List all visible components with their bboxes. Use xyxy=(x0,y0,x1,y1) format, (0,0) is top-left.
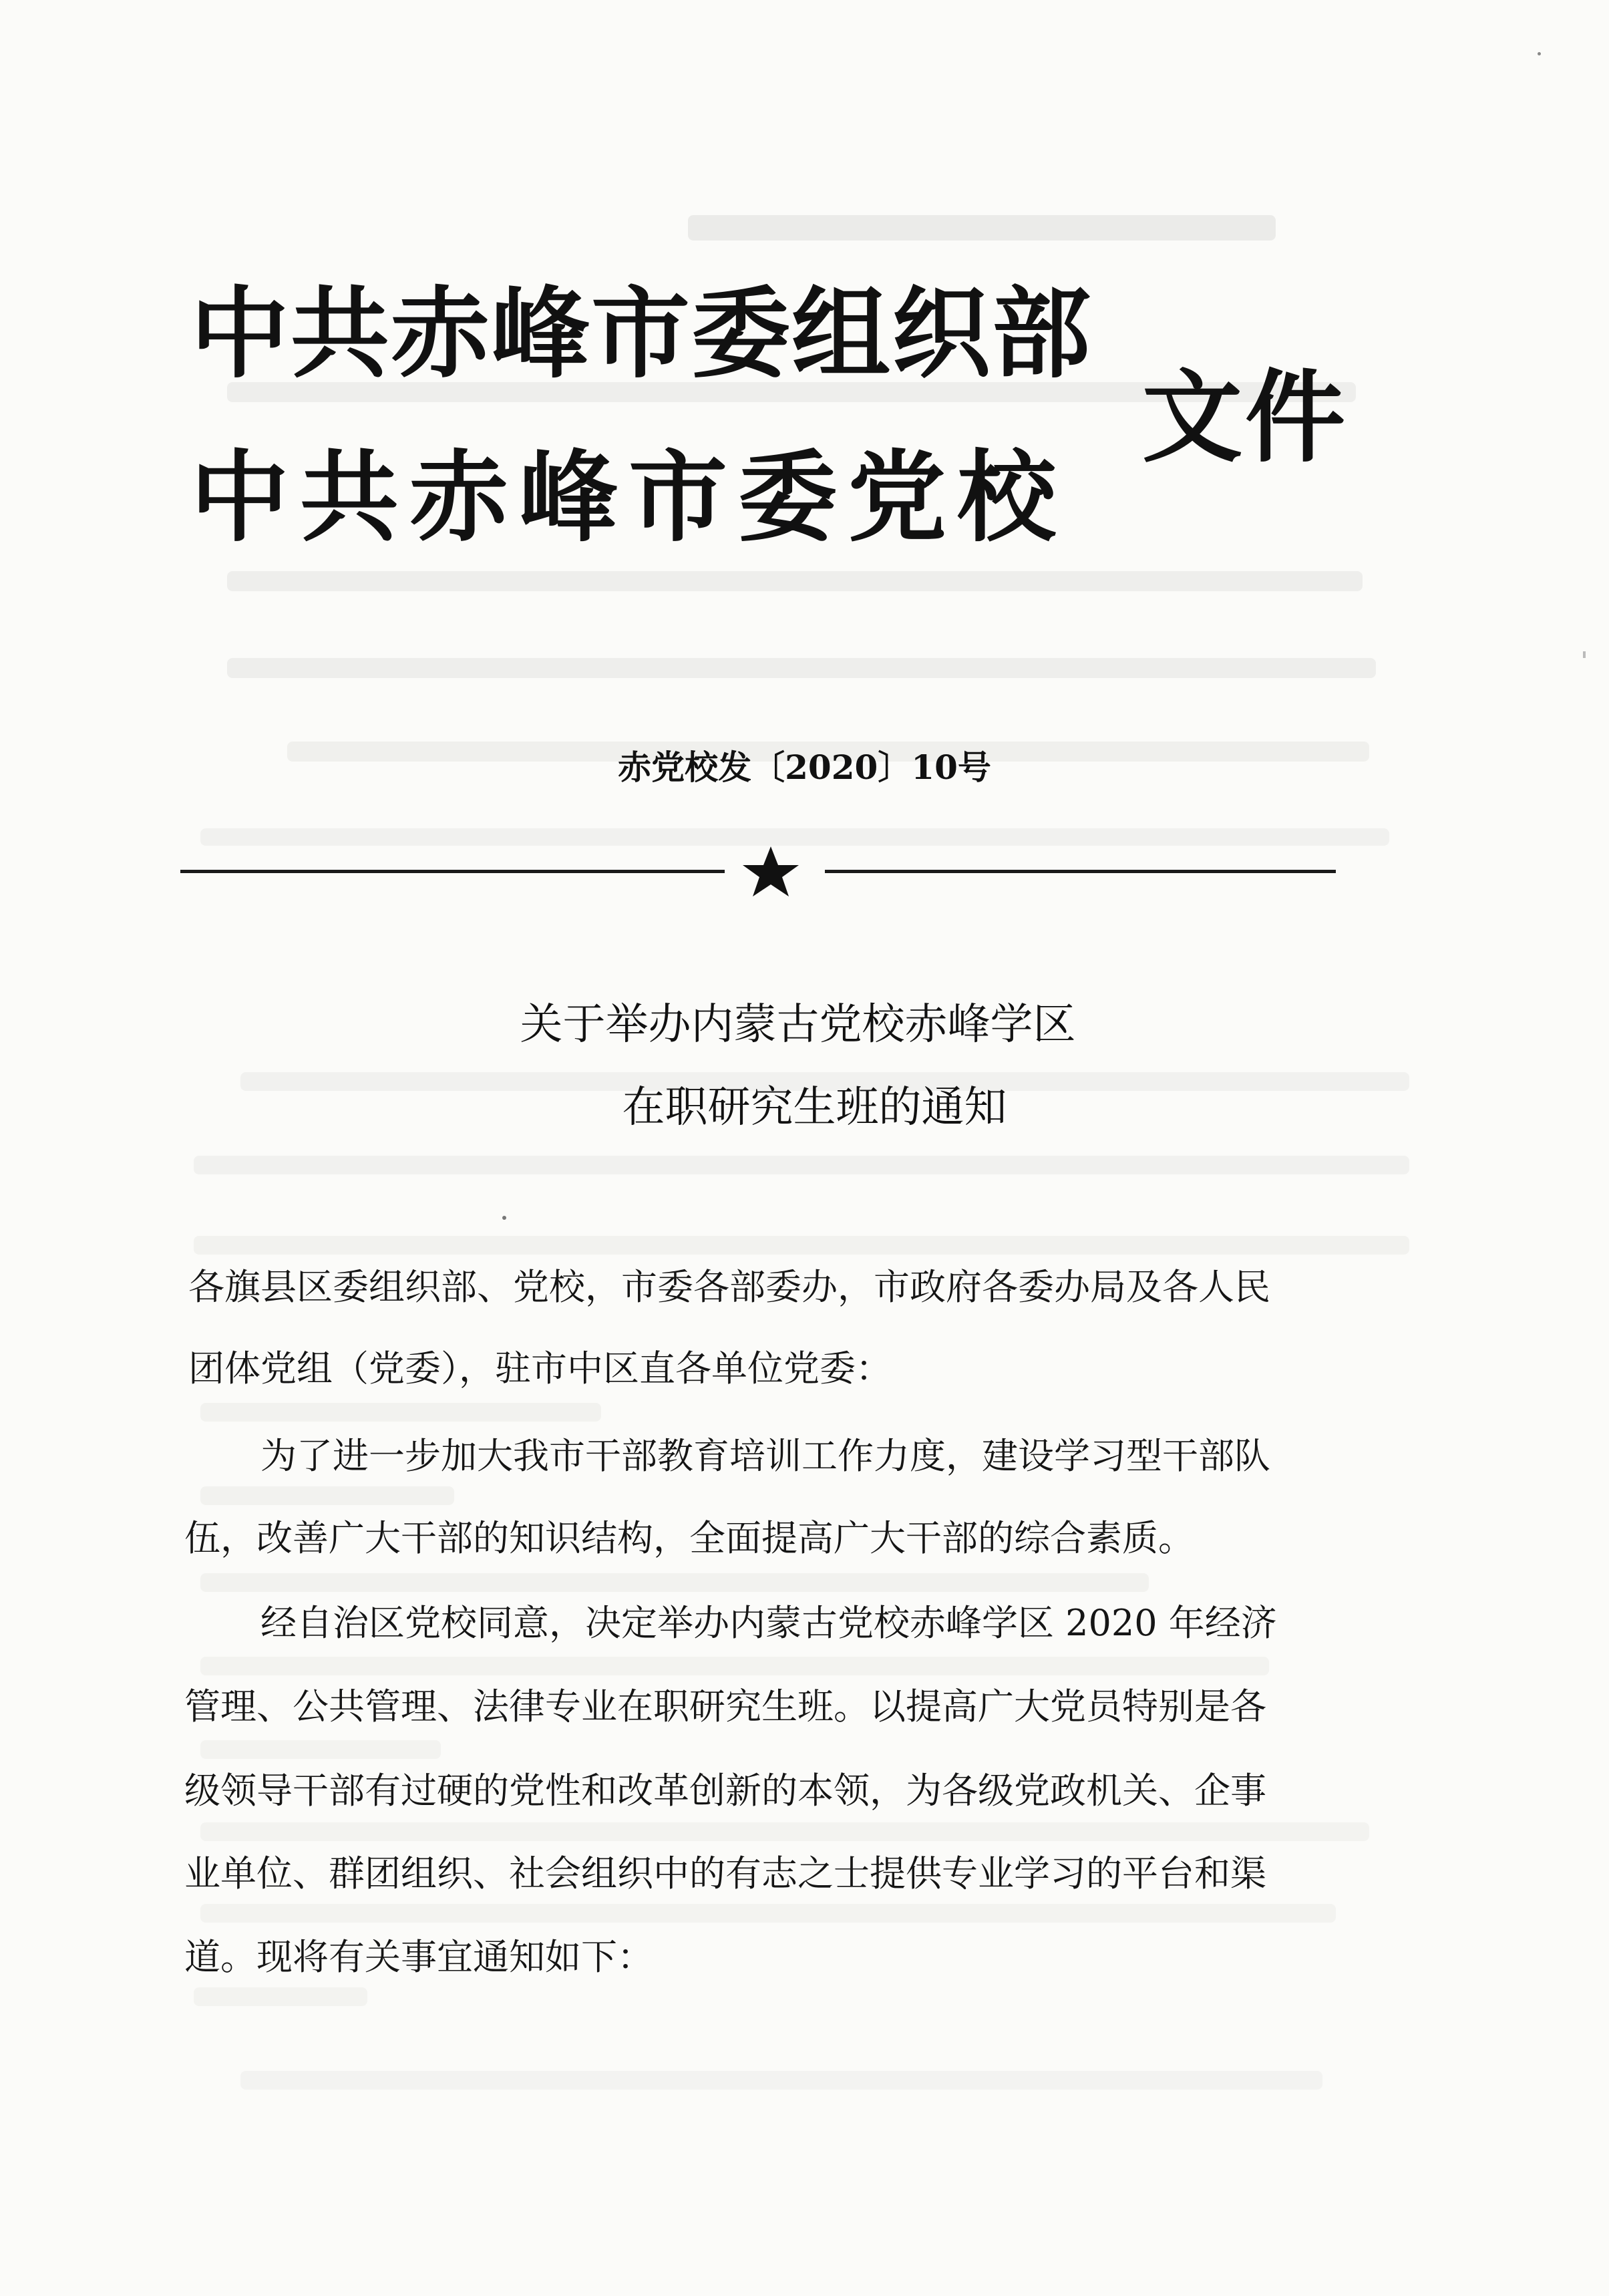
divider-rule-left xyxy=(180,870,725,873)
paragraph-2-line-4: 业单位、群团组织、社会组织中的有志之士提供专业学习的平台和渠 xyxy=(184,1852,1266,1895)
scan-speck xyxy=(1583,651,1586,658)
paragraph-2-line-1: 经自治区党校同意，决定举办内蒙古党校赤峰学区 2020 年经济 xyxy=(260,1602,1277,1644)
paragraph-2-line-5: 道。现将有关事宜通知如下： xyxy=(184,1936,653,1978)
paragraph-2-line-3: 级领导干部有过硬的党性和改革创新的本领，为各级党政机关、企事 xyxy=(184,1770,1266,1812)
issuer-header xyxy=(190,271,1353,578)
paragraph-1-line-1: 为了进一步加大我市干部教育培训工作力度，建设学习型干部队 xyxy=(260,1435,1270,1477)
scan-speck xyxy=(502,1216,506,1220)
scan-speck xyxy=(1538,52,1541,55)
divider-rule-right xyxy=(825,870,1336,873)
notice-title-line-1: 关于举办内蒙古党校赤峰学区 xyxy=(520,1000,1076,1049)
notice-title-line-2: 在职研究生班的通知 xyxy=(622,1083,1007,1132)
header-divider xyxy=(180,845,1336,898)
star-icon xyxy=(737,845,804,898)
recipients-line-2: 团体党组（党委），驻市中区直各单位党委： xyxy=(188,1347,892,1389)
paragraph-1-line-2: 伍，改善广大干部的知识结构，全面提高广大干部的综合素质。 xyxy=(184,1517,1194,1559)
issuer-organization-department: 中共赤峰市委组织部 xyxy=(190,275,1092,391)
paragraph-2-line-2: 管理、公共管理、法律专业在职研究生班。以提高广大党员特别是各 xyxy=(184,1685,1266,1728)
document-type-label: 文件 xyxy=(1142,359,1349,476)
issuer-party-school: 中共赤峰市委党校 xyxy=(190,439,1067,555)
document-number: 赤党校发〔2020〕10号 xyxy=(618,748,991,787)
recipients-line-1: 各旗县区委组织部、党校，市委各部委办，市政府各委办局及各人民 xyxy=(188,1266,1270,1308)
